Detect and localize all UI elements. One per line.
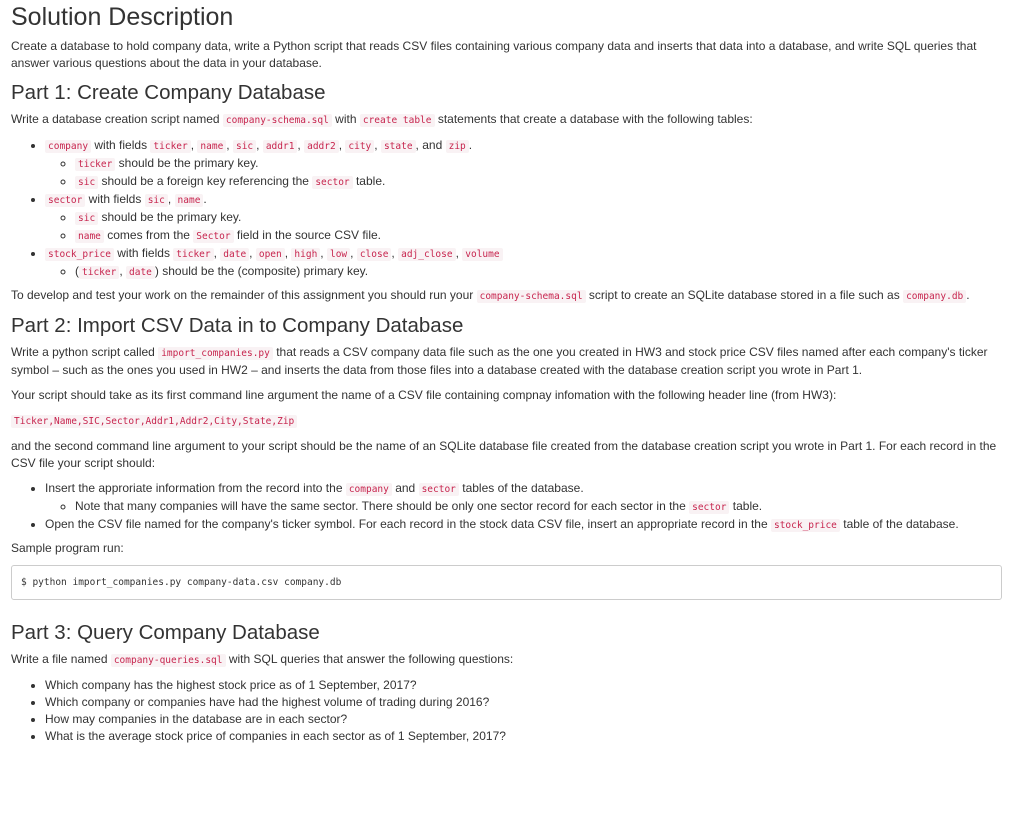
steps-list	[11, 480, 1012, 534]
part1-dev-note: To develop and test your work on the remainder of this assignment you should run your company-schema.sql script to create an SQLite database stored in a file such as company.db .	[11, 288, 970, 302]
list-item: • What is the average stock price of companies in each sector as of 1 September, 2017?	[45, 728, 1012, 745]
part2-paragraph-3: and the second command line argument to your script should be the name of an SQLite database file created from the database creation script you wrote in Part 1. For each record in the CSV file your script should:	[11, 439, 997, 470]
list-item-sector: • sector with fields sic , name . ◦ sic should be the primary key. ◦ name comes from the Sector field in the source CSV file.	[45, 191, 1012, 245]
sample-run-label: Sample program run:	[11, 541, 124, 555]
list-item-stock-price: • stock_price with fields ticker , date , open , high , low , close , adj_close , volume ◦ ( ticker , date ) should be the (composite) primary key.	[45, 245, 1012, 281]
inline-code: company-schema.sql	[223, 114, 332, 127]
table-list	[11, 137, 1012, 281]
part2-heading: Part 2: Import CSV Data in to Company Database	[11, 314, 464, 337]
list-item-company: • company with fields ticker , name , sic , addr1 , addr2 , city , state , and zip . ◦ ticker should be the primary key. ◦ sic should be a foreign key referencing the sector table.	[45, 137, 1012, 191]
part1-heading: Part 1: Create Company Database	[11, 81, 326, 104]
list-item: ◦ ticker should be the primary key.	[75, 155, 1012, 173]
code-block: $ python import_companies.py company-data.csv company.db	[11, 565, 1002, 600]
list-item: • Open the CSV file named for the company's ticker symbol. For each record in the stock data CSV file, insert an appropriate record in the stock_price table of the database.	[45, 516, 1012, 534]
questions-list	[11, 677, 1012, 745]
part1-lead: Write a database creation script named company-schema.sql with create table statements that create a database with the following tables:	[11, 112, 753, 126]
part2-section	[11, 313, 1012, 600]
list-item: ◦ Note that many companies will have the same sector. There should be only one sector record for each sector in the sector table.	[75, 498, 1012, 516]
list-item: ◦ name comes from the Sector field in the source CSV file.	[75, 227, 1012, 245]
list-item: • How may companies in the database are in each sector?	[45, 711, 1012, 728]
part3-lead: Write a file named company-queries.sql with SQL queries that answer the following questions:	[11, 652, 514, 666]
document	[0, 2, 1024, 745]
part3-section	[11, 620, 1012, 745]
page-title: Solution Description	[11, 3, 234, 31]
csv-header-line: Ticker,Name,SIC,Sector,Addr1,Addr2,City,State,Zip	[11, 412, 1012, 430]
inline-code: create table	[360, 114, 435, 127]
intro-paragraph: Create a database to hold company data, write a Python script that reads CSV files containing various company data and inserts that data into a database, and write SQL queries that answer various questions about the data in your database.	[11, 39, 977, 70]
part1-section	[11, 80, 1012, 305]
list-item: ◦ sic should be a foreign key referencing the sector table.	[75, 173, 1012, 191]
part2-paragraph-1: Write a python script called import_companies.py that reads a CSV company data file such as the one you created in HW3 and stock price CSV files named after each company's ticker symbol – such as the ones you used in HW2 – and inserts the data from those files into a database created with the database creation script you wrote in Part 1.	[11, 345, 988, 377]
list-item: • Which company or companies have had the highest volume of trading during 2016?	[45, 694, 1012, 711]
list-item: • Which company has the highest stock price as of 1 September, 2017?	[45, 677, 1012, 694]
part3-heading: Part 3: Query Company Database	[11, 621, 320, 644]
list-item: • Insert the approriate information from the record into the company and sector tables of the database. ◦ Note that many companies will have the same sector. There should be only one sector record for each sector in the sector table.	[45, 480, 1012, 516]
part2-paragraph-2: Your script should take as its first command line argument the name of a CSV file containing compnay infomation with the following header line (from HW3):	[11, 388, 837, 402]
list-item: ◦ ( ticker , date ) should be the (composite) primary key.	[75, 263, 1012, 281]
list-item: ◦ sic should be the primary key.	[75, 209, 1012, 227]
